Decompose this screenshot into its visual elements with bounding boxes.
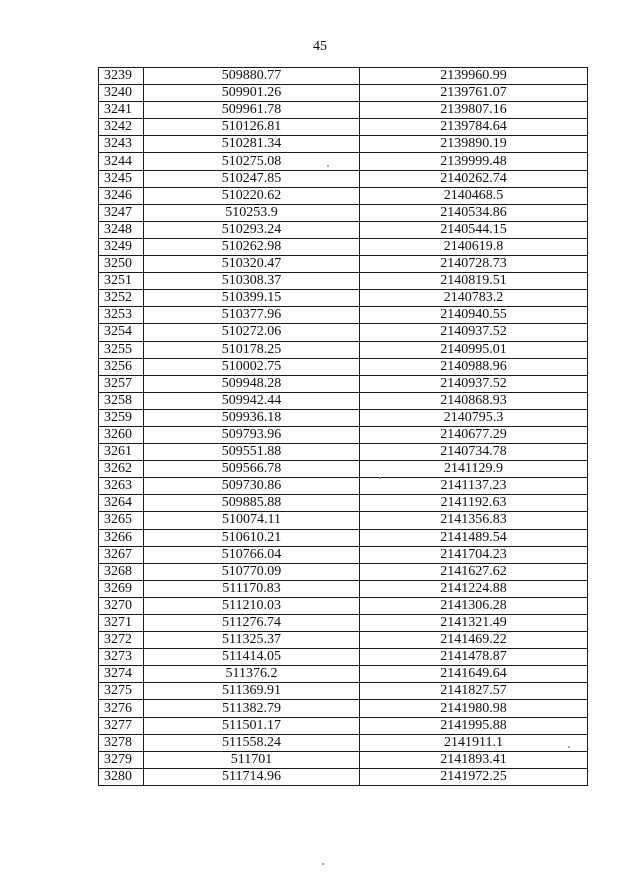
table-row: [99, 444, 588, 461]
point-number-cell: 3271: [99, 615, 144, 632]
x-coordinate-cell: 511325.37: [144, 632, 360, 649]
x-coordinate-cell: 510610.21: [144, 529, 360, 546]
scan-speck: [379, 477, 381, 479]
x-coordinate-cell: 510262.98: [144, 238, 360, 255]
table-row: [99, 768, 588, 785]
point-number-cell: 3275: [99, 683, 144, 700]
point-number-cell: 3253: [99, 307, 144, 324]
table-row: [99, 170, 588, 187]
table-row: [99, 375, 588, 392]
x-coordinate-cell: 510178.25: [144, 341, 360, 358]
point-number-cell: 3252: [99, 290, 144, 307]
x-coordinate-cell: 511714.96: [144, 768, 360, 785]
point-number-cell: 3278: [99, 734, 144, 751]
y-coordinate-cell: 2140988.96: [360, 358, 588, 375]
x-coordinate-cell: 510247.85: [144, 170, 360, 187]
table-row: [99, 546, 588, 563]
table-row: [99, 238, 588, 255]
x-coordinate-cell: 509730.86: [144, 478, 360, 495]
point-number-cell: 3242: [99, 119, 144, 136]
table-row: [99, 324, 588, 341]
y-coordinate-cell: 2140937.52: [360, 324, 588, 341]
point-number-cell: 3266: [99, 529, 144, 546]
y-coordinate-cell: 2141827.57: [360, 683, 588, 700]
table-row: [99, 68, 588, 85]
point-number-cell: 3246: [99, 187, 144, 204]
x-coordinate-cell: 510220.62: [144, 187, 360, 204]
table-row: [99, 341, 588, 358]
x-coordinate-cell: 511382.79: [144, 700, 360, 717]
table-row: [99, 580, 588, 597]
point-number-cell: 3243: [99, 136, 144, 153]
x-coordinate-cell: 510377.96: [144, 307, 360, 324]
table-row: [99, 426, 588, 443]
x-coordinate-cell: 509551.88: [144, 444, 360, 461]
y-coordinate-cell: 2141893.41: [360, 751, 588, 768]
table-row: [99, 461, 588, 478]
y-coordinate-cell: 2140728.73: [360, 256, 588, 273]
y-coordinate-cell: 2141356.83: [360, 512, 588, 529]
y-coordinate-cell: 2140940.55: [360, 307, 588, 324]
y-coordinate-cell: 2140544.15: [360, 221, 588, 238]
x-coordinate-cell: 511414.05: [144, 649, 360, 666]
x-coordinate-cell: 510770.09: [144, 563, 360, 580]
y-coordinate-cell: 2140868.93: [360, 392, 588, 409]
table-row: [99, 204, 588, 221]
table-row: [99, 700, 588, 717]
point-number-cell: 3267: [99, 546, 144, 563]
coordinates-table: [98, 67, 588, 786]
scan-speck: [322, 863, 324, 865]
y-coordinate-cell: 2140534.86: [360, 204, 588, 221]
point-number-cell: 3257: [99, 375, 144, 392]
y-coordinate-cell: 2140468.5: [360, 187, 588, 204]
x-coordinate-cell: 510281.34: [144, 136, 360, 153]
x-coordinate-cell: 510126.81: [144, 119, 360, 136]
point-number-cell: 3273: [99, 649, 144, 666]
table-row: [99, 102, 588, 119]
table-row: [99, 273, 588, 290]
table-row: [99, 187, 588, 204]
y-coordinate-cell: 2141469.22: [360, 632, 588, 649]
point-number-cell: 3256: [99, 358, 144, 375]
table-row: [99, 256, 588, 273]
x-coordinate-cell: 509566.78: [144, 461, 360, 478]
point-number-cell: 3280: [99, 768, 144, 785]
table-row: [99, 666, 588, 683]
x-coordinate-cell: 509885.88: [144, 495, 360, 512]
x-coordinate-cell: 509936.18: [144, 409, 360, 426]
point-number-cell: 3245: [99, 170, 144, 187]
x-coordinate-cell: 511701: [144, 751, 360, 768]
x-coordinate-cell: 510320.47: [144, 256, 360, 273]
y-coordinate-cell: 2140619.8: [360, 238, 588, 255]
y-coordinate-cell: 2141911.1: [360, 734, 588, 751]
coordinates-table-body: [99, 68, 588, 786]
point-number-cell: 3272: [99, 632, 144, 649]
page-number: 45: [313, 39, 327, 54]
x-coordinate-cell: 511501.17: [144, 717, 360, 734]
table-row: [99, 221, 588, 238]
x-coordinate-cell: 509961.78: [144, 102, 360, 119]
y-coordinate-cell: 2140795.3: [360, 409, 588, 426]
point-number-cell: 3255: [99, 341, 144, 358]
point-number-cell: 3249: [99, 238, 144, 255]
point-number-cell: 3264: [99, 495, 144, 512]
table-row: [99, 119, 588, 136]
point-number-cell: 3240: [99, 85, 144, 102]
table-row: [99, 597, 588, 614]
table-row: [99, 734, 588, 751]
y-coordinate-cell: 2139761.07: [360, 85, 588, 102]
table-row: [99, 512, 588, 529]
x-coordinate-cell: 510074.11: [144, 512, 360, 529]
y-coordinate-cell: 2140995.01: [360, 341, 588, 358]
point-number-cell: 3250: [99, 256, 144, 273]
point-number-cell: 3251: [99, 273, 144, 290]
point-number-cell: 3259: [99, 409, 144, 426]
y-coordinate-cell: 2139807.16: [360, 102, 588, 119]
table-row: [99, 529, 588, 546]
y-coordinate-cell: 2141972.25: [360, 768, 588, 785]
y-coordinate-cell: 2141995.88: [360, 717, 588, 734]
point-number-cell: 3241: [99, 102, 144, 119]
y-coordinate-cell: 2141489.54: [360, 529, 588, 546]
point-number-cell: 3239: [99, 68, 144, 85]
table-row: [99, 649, 588, 666]
y-coordinate-cell: 2140937.52: [360, 375, 588, 392]
y-coordinate-cell: 2141649.64: [360, 666, 588, 683]
y-coordinate-cell: 2141306.28: [360, 597, 588, 614]
x-coordinate-cell: 510766.04: [144, 546, 360, 563]
point-number-cell: 3262: [99, 461, 144, 478]
x-coordinate-cell: 511210.03: [144, 597, 360, 614]
y-coordinate-cell: 2139784.64: [360, 119, 588, 136]
point-number-cell: 3270: [99, 597, 144, 614]
table-row: [99, 290, 588, 307]
table-row: [99, 615, 588, 632]
y-coordinate-cell: 2140677.29: [360, 426, 588, 443]
y-coordinate-cell: 2140262.74: [360, 170, 588, 187]
x-coordinate-cell: 510002.75: [144, 358, 360, 375]
y-coordinate-cell: 2139960.99: [360, 68, 588, 85]
point-number-cell: 3258: [99, 392, 144, 409]
scan-speck: [568, 746, 570, 748]
y-coordinate-cell: 2141704.23: [360, 546, 588, 563]
x-coordinate-cell: 509901.26: [144, 85, 360, 102]
x-coordinate-cell: 509793.96: [144, 426, 360, 443]
x-coordinate-cell: 509942.44: [144, 392, 360, 409]
y-coordinate-cell: 2139890.19: [360, 136, 588, 153]
y-coordinate-cell: 2141980.98: [360, 700, 588, 717]
table-row: [99, 392, 588, 409]
x-coordinate-cell: 511376.2: [144, 666, 360, 683]
table-row: [99, 478, 588, 495]
table-row: [99, 563, 588, 580]
table-row: [99, 409, 588, 426]
x-coordinate-cell: 511369.91: [144, 683, 360, 700]
y-coordinate-cell: 2141321.49: [360, 615, 588, 632]
y-coordinate-cell: 2141192.63: [360, 495, 588, 512]
point-number-cell: 3276: [99, 700, 144, 717]
point-number-cell: 3274: [99, 666, 144, 683]
point-number-cell: 3277: [99, 717, 144, 734]
y-coordinate-cell: 2141224.88: [360, 580, 588, 597]
point-number-cell: 3263: [99, 478, 144, 495]
table-row: [99, 751, 588, 768]
point-number-cell: 3254: [99, 324, 144, 341]
scan-speck: [327, 165, 329, 167]
table-row: [99, 358, 588, 375]
y-coordinate-cell: 2141137.23: [360, 478, 588, 495]
point-number-cell: 3279: [99, 751, 144, 768]
point-number-cell: 3268: [99, 563, 144, 580]
y-coordinate-cell: 2141478.87: [360, 649, 588, 666]
x-coordinate-cell: 511170.83: [144, 580, 360, 597]
y-coordinate-cell: 2140783.2: [360, 290, 588, 307]
x-coordinate-cell: 511276.74: [144, 615, 360, 632]
point-number-cell: 3244: [99, 153, 144, 170]
table-row: [99, 683, 588, 700]
y-coordinate-cell: 2140734.78: [360, 444, 588, 461]
table-row: [99, 717, 588, 734]
y-coordinate-cell: 2141129.9: [360, 461, 588, 478]
table-row: [99, 136, 588, 153]
table-row: [99, 153, 588, 170]
x-coordinate-cell: 509880.77: [144, 68, 360, 85]
table-row: [99, 85, 588, 102]
x-coordinate-cell: 509948.28: [144, 375, 360, 392]
point-number-cell: 3265: [99, 512, 144, 529]
x-coordinate-cell: 510308.37: [144, 273, 360, 290]
point-number-cell: 3260: [99, 426, 144, 443]
table-row: [99, 632, 588, 649]
x-coordinate-cell: 510293.24: [144, 221, 360, 238]
point-number-cell: 3261: [99, 444, 144, 461]
point-number-cell: 3247: [99, 204, 144, 221]
point-number-cell: 3248: [99, 221, 144, 238]
x-coordinate-cell: 510253.9: [144, 204, 360, 221]
table-row: [99, 495, 588, 512]
point-number-cell: 3269: [99, 580, 144, 597]
y-coordinate-cell: 2140819.51: [360, 273, 588, 290]
y-coordinate-cell: 2139999.48: [360, 153, 588, 170]
y-coordinate-cell: 2141627.62: [360, 563, 588, 580]
x-coordinate-cell: 511558.24: [144, 734, 360, 751]
x-coordinate-cell: 510399.15: [144, 290, 360, 307]
x-coordinate-cell: 510272.06: [144, 324, 360, 341]
table-row: [99, 307, 588, 324]
x-coordinate-cell: 510275.08: [144, 153, 360, 170]
